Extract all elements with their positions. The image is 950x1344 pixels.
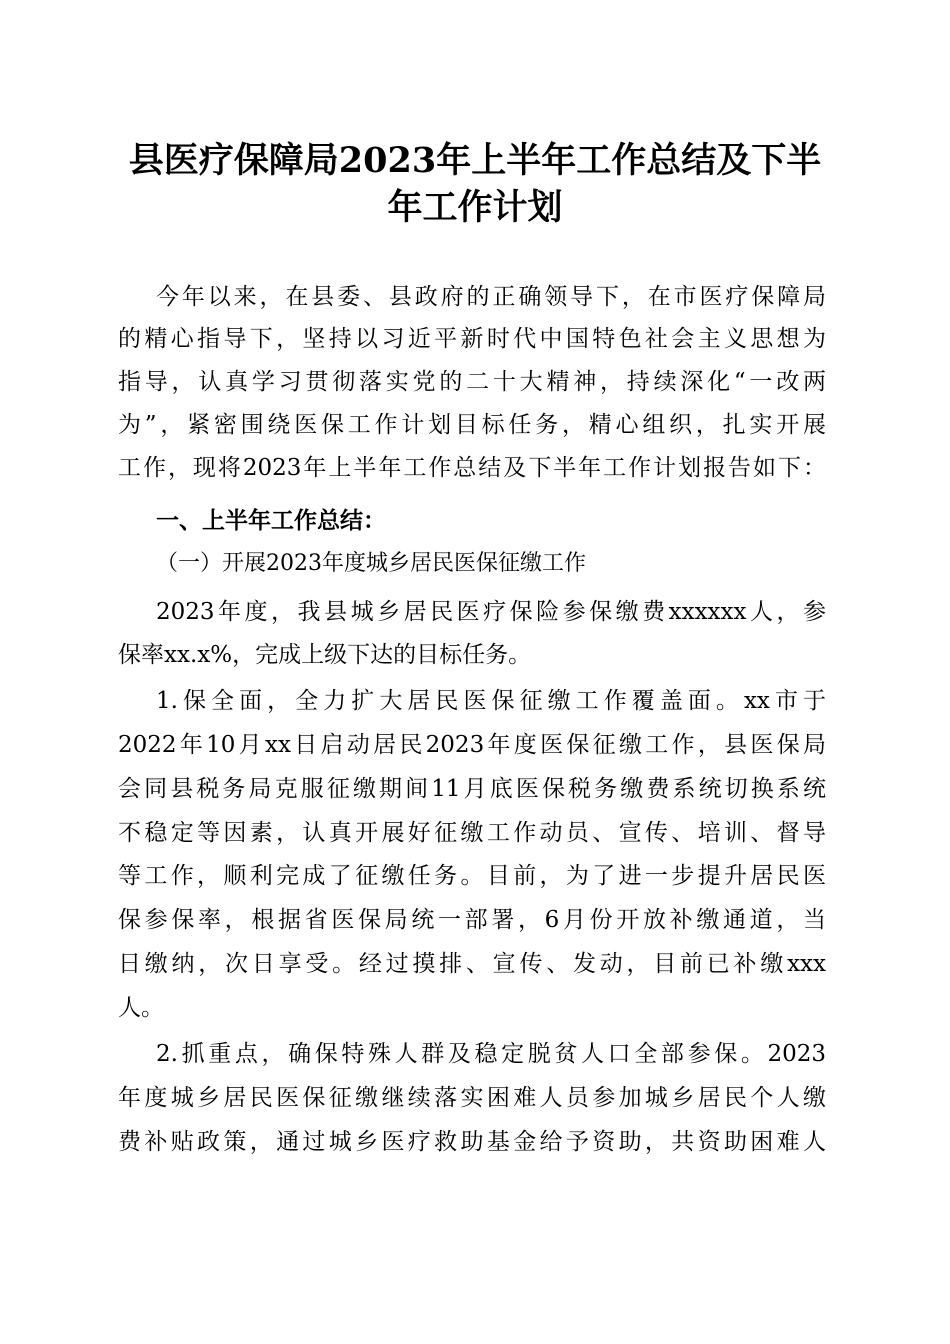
item1-paragraph-line: 1.保全面，全力扩大居民医保征缴工作覆盖面。xx市于	[156, 688, 826, 714]
intro-paragraph-line: 为”，紧密围绕医保工作计划目标任务，精心组织，扎实开展	[118, 412, 826, 438]
summary-paragraph-line: 2023年度，我县城乡居民医疗保险参保缴费xxxxxx人，参	[156, 599, 826, 625]
intro-paragraph-line: 今年以来，在县委、县政府的正确领导下，在市医疗保障局	[156, 284, 826, 310]
intro-paragraph-line: 工作，现将2023年上半年工作总结及下半年工作计划报告如下：	[118, 455, 826, 481]
item2-paragraph-line: 费补贴政策，通过城乡医疗救助基金给予资助，共资助困难人	[118, 1129, 826, 1155]
document-title-line-2: 年工作计划	[387, 187, 563, 228]
intro-paragraph-line: 指导，认真学习贯彻落实党的二十大精神，持续深化“一改两	[118, 369, 826, 395]
section-heading: 一、上半年工作总结：	[156, 508, 386, 534]
item2-paragraph-line: 2.抓重点，确保特殊人群及稳定脱贫人口全部参保。2023	[156, 1041, 826, 1067]
item1-paragraph-line: 不稳定等因素，认真开展好征缴工作动员、宣传、培训、督导	[118, 820, 826, 846]
item1-paragraph-line: 会同县税务局克服征缴期间11月底医保税务缴费系统切换系统	[118, 776, 826, 802]
item1-paragraph-line: 2022年10月xx日启动居民2023年度医保征缴工作，县医保局	[118, 732, 826, 758]
intro-paragraph-line: 的精心指导下，坚持以习近平新时代中国特色社会主义思想为	[118, 326, 826, 352]
subsection-heading: （一）开展2023年度城乡居民医保征缴工作	[156, 551, 586, 576]
item1-paragraph-line: 保参保率，根据省医保局统一部署，6月份开放补缴通道，当	[118, 907, 826, 933]
item2-paragraph-line: 年度城乡居民医保征缴继续落实困难人员参加城乡居民个人缴	[118, 1085, 826, 1111]
item1-paragraph-line: 日缴纳，次日享受。经过摸排、宣传、发动，目前已补缴xxx	[118, 951, 826, 977]
summary-paragraph-line: 保率xx.x%，完成上级下达的目标任务。	[118, 642, 532, 668]
item1-paragraph-line: 人。	[118, 995, 164, 1021]
item1-paragraph-line: 等工作，顺利完成了征缴任务。目前，为了进一步提升居民医	[118, 863, 826, 889]
document-title-line-1: 县医疗保障局2023年上半年工作总结及下半	[128, 140, 822, 181]
